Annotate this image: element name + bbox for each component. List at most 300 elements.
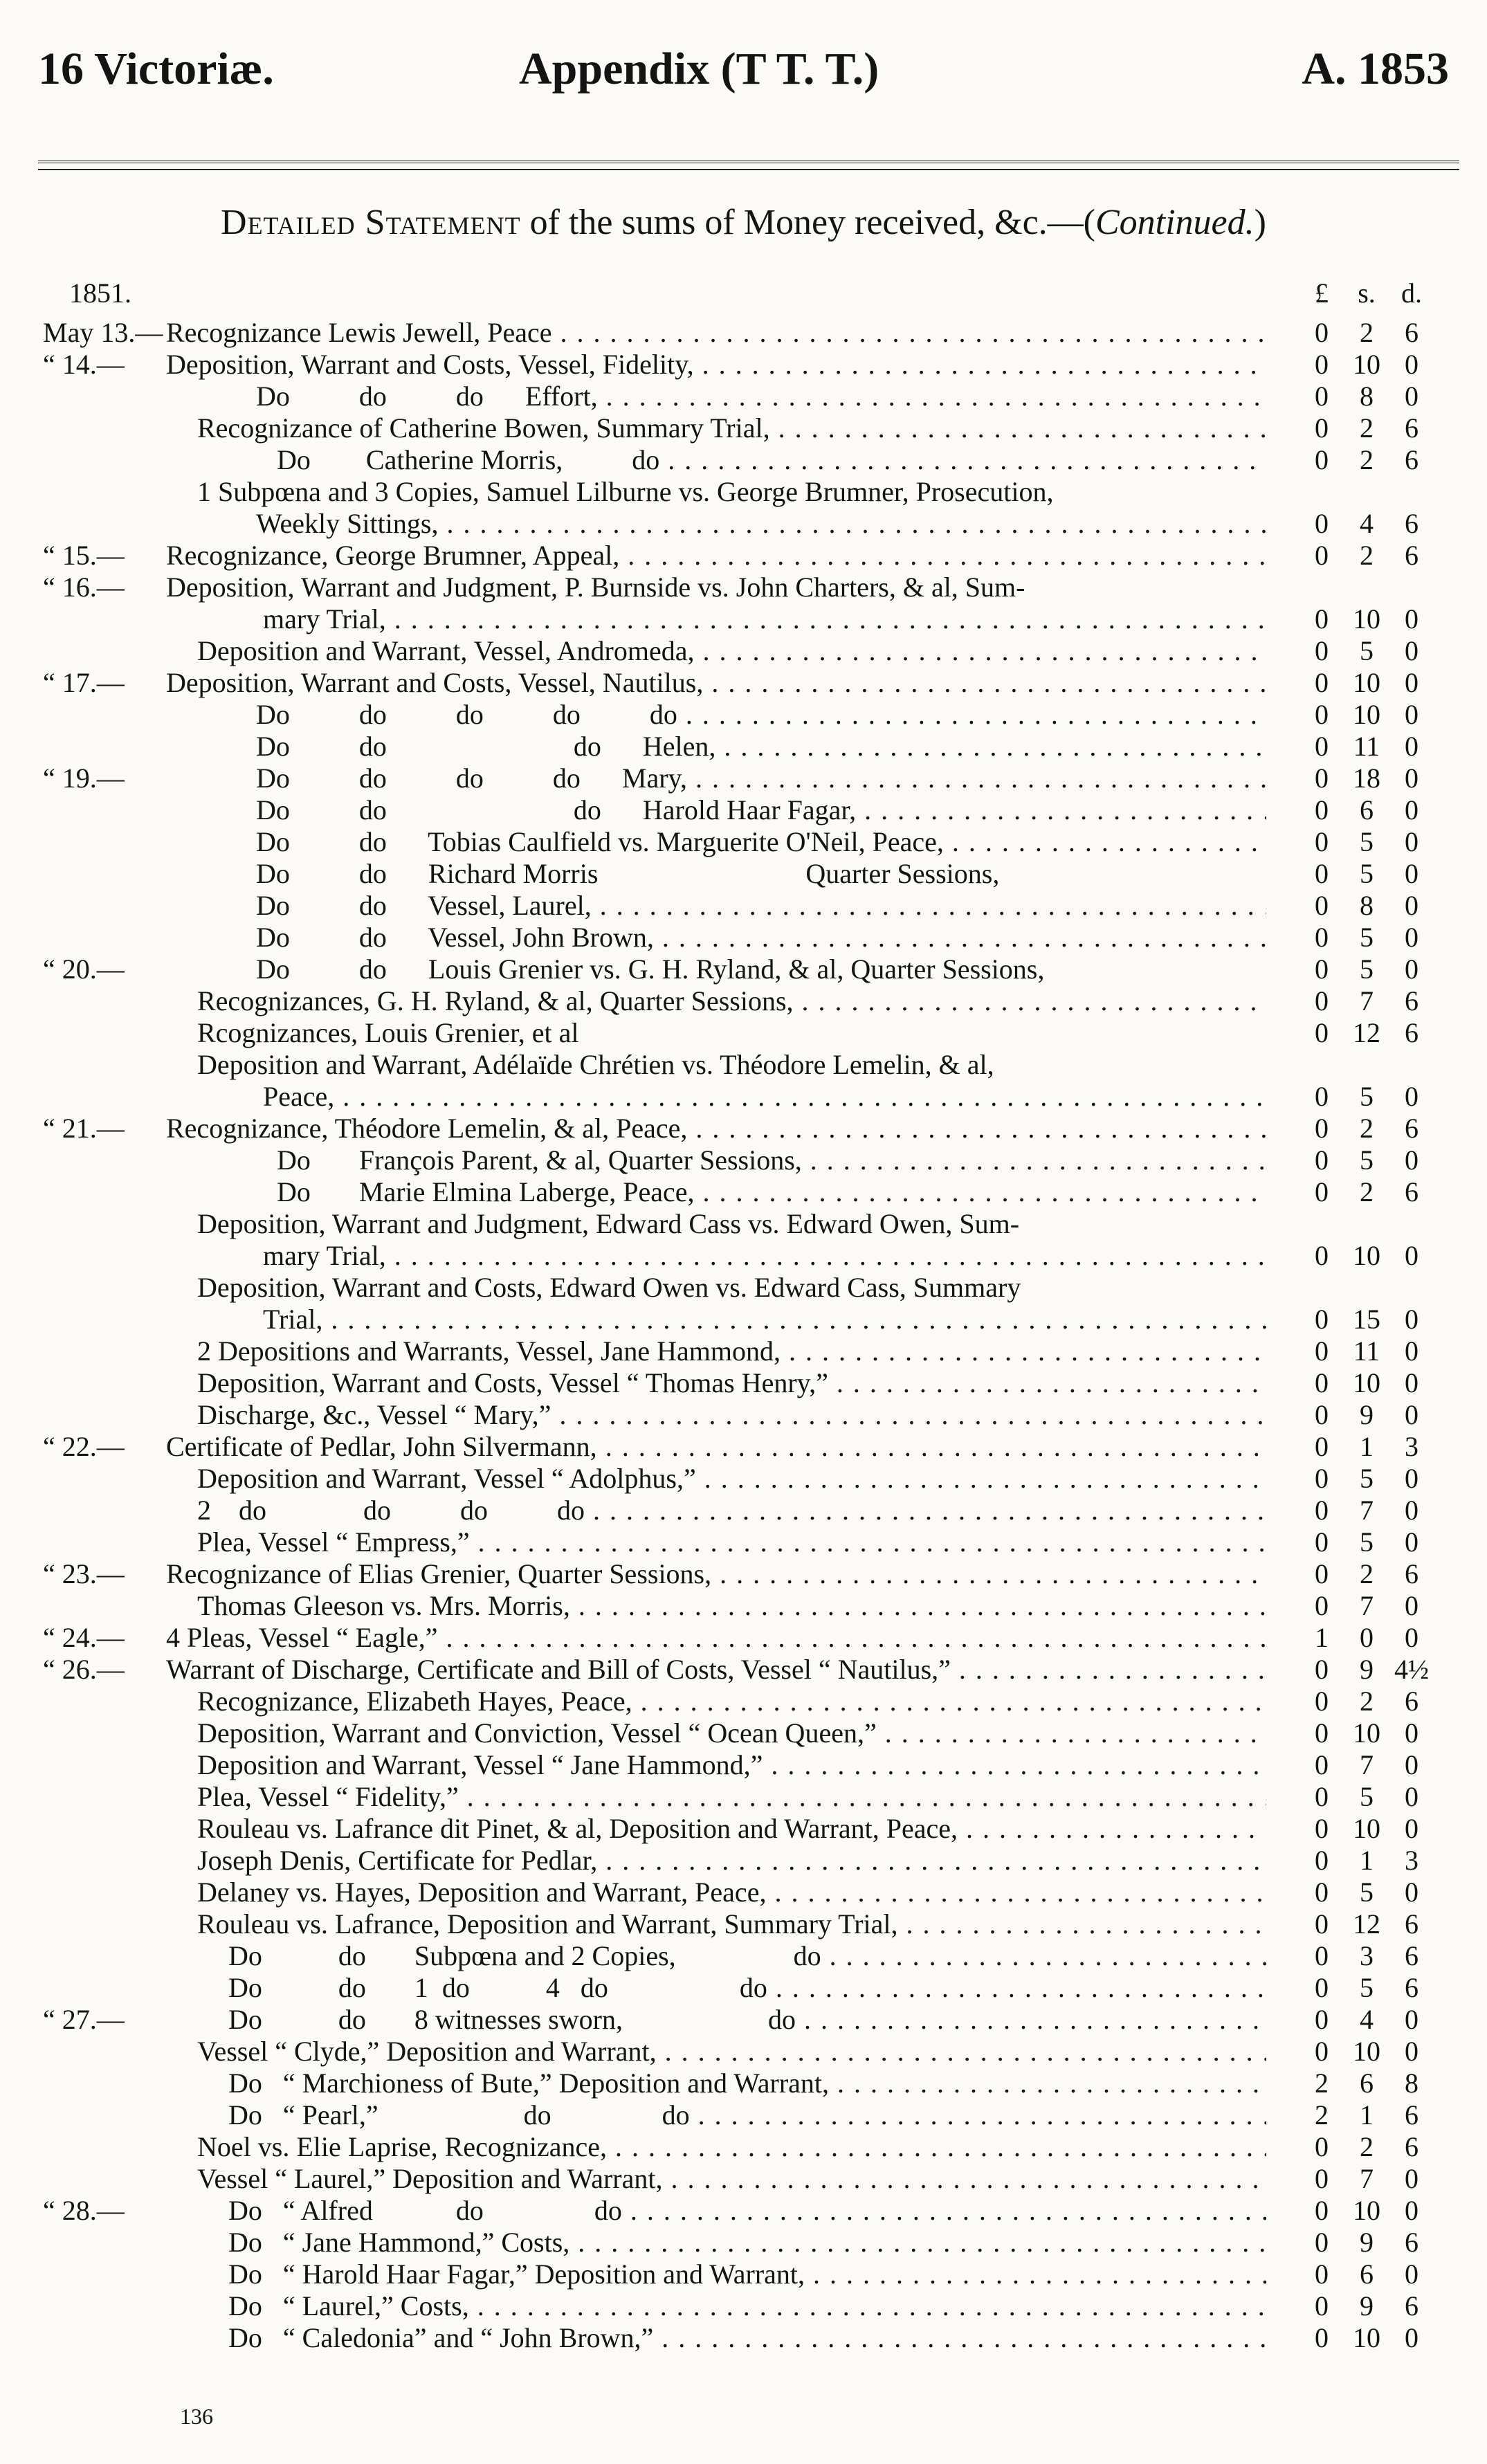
amount-pounds: 0 — [1315, 1558, 1329, 1589]
entry-amount — [1301, 922, 1439, 953]
amount-pounds: 0 — [1315, 1717, 1329, 1749]
amount-shillings: 6 — [1360, 2068, 1374, 2099]
year-label: 1851. — [69, 277, 131, 309]
amount-pence: 0 — [1405, 953, 1418, 985]
amount-pence: 8 — [1405, 2068, 1418, 2099]
entry-date: “ 17.— — [43, 667, 125, 698]
amount-shillings: 4 — [1360, 2004, 1374, 2035]
amount-pounds: 0 — [1315, 2131, 1329, 2162]
entry-amount — [1301, 953, 1439, 985]
amount-shillings: 0 — [1360, 1622, 1374, 1653]
amount-shillings: 2 — [1360, 540, 1374, 571]
amount-pence: 6 — [1405, 2227, 1418, 2258]
amount-shillings: 8 — [1360, 381, 1374, 412]
entry-description: 2 do do do do . . . — [197, 1495, 1266, 1526]
ledger-row — [0, 1176, 1487, 1208]
amount-pence: 0 — [1405, 1399, 1418, 1430]
entry-amount — [1301, 2163, 1439, 2195]
title-caps: Detailed Statement — [221, 203, 521, 242]
amount-pence: 0 — [1405, 381, 1418, 412]
amount-shillings: 2 — [1360, 1558, 1374, 1589]
entry-amount — [1301, 858, 1439, 890]
amount-pounds: 0 — [1315, 826, 1329, 857]
ledger-row — [0, 2036, 1487, 2068]
entry-amount — [1301, 349, 1439, 381]
amount-shillings: 8 — [1360, 890, 1374, 921]
amount-pounds: 0 — [1315, 635, 1329, 666]
amount-pounds: 0 — [1315, 2004, 1329, 2035]
entry-date: May 13.— — [43, 317, 163, 348]
entry-description: Vessel “ Clyde,” Deposition and Warrant, . . . — [197, 2036, 1266, 2068]
amount-shillings: 1 — [1360, 1431, 1374, 1462]
statement-title — [0, 202, 1487, 243]
entry-description: Do do do do Mary, . . . — [256, 763, 1266, 794]
entry-description: Do “ Marchioness of Bute,” Deposition and Warrant, . . . — [228, 2068, 1266, 2099]
amount-pounds: 0 — [1315, 2163, 1329, 2194]
amount-pence: 6 — [1405, 1113, 1418, 1144]
amount-shillings: 6 — [1360, 2258, 1374, 2290]
entry-description: Discharge, &c., Vessel “ Mary,” . . . — [197, 1399, 1266, 1431]
entry-description: Warrant of Discharge, Certificate and Bill of Costs, Vessel “ Nautilus,” . . . — [166, 1654, 1266, 1686]
entry-amount — [1301, 1113, 1439, 1144]
amount-shillings: 9 — [1360, 1654, 1374, 1685]
entry-amount — [1301, 635, 1439, 667]
entry-amount — [1301, 1717, 1439, 1749]
amount-shillings: 5 — [1360, 1081, 1374, 1112]
entry-description: Deposition, Warrant and Costs, Vessel “ Thomas Henry,” . . . — [197, 1367, 1266, 1399]
entry-amount — [1301, 1845, 1439, 1877]
amount-pounds: 0 — [1315, 763, 1329, 794]
amount-pounds: 0 — [1315, 922, 1329, 953]
amount-pounds: 0 — [1315, 1113, 1329, 1144]
entry-amount — [1301, 1940, 1439, 1972]
ledger-row — [0, 699, 1487, 731]
entry-description: Plea, Vessel “ Empress,” . . . — [197, 1526, 1266, 1558]
title-text: of the sums of Money received, &c.—( — [520, 203, 1095, 242]
entry-amount — [1301, 2004, 1439, 2036]
amount-pence: 6 — [1405, 2131, 1418, 2162]
entry-description: Do “ Alfred do do . . . — [228, 2195, 1266, 2227]
ledger-row — [0, 1144, 1487, 1176]
entry-description: Deposition and Warrant, Vessel, Andromeda, . . . — [197, 635, 1266, 667]
entry-description: Do do Tobias Caulfield vs. Marguerite O'Neil, Peace, . . . — [256, 826, 1266, 858]
entry-description: Deposition and Warrant, Adélaïde Chrétien vs. Théodore Lemelin, & al, — [197, 1049, 994, 1080]
amount-pence: 6 — [1405, 444, 1418, 475]
entry-amount — [1301, 1081, 1439, 1113]
entry-amount — [1301, 603, 1439, 635]
amount-pounds: 0 — [1315, 349, 1329, 380]
entry-description: Do do Vessel, John Brown, . . . — [256, 922, 1266, 953]
entry-description: Deposition, Warrant and Costs, Vessel, Nautilus, . . . — [166, 667, 1266, 699]
title-close: ) — [1254, 203, 1266, 242]
ledger-row — [0, 2099, 1487, 2131]
amount-pounds: 2 — [1315, 2099, 1329, 2130]
ledger-row — [0, 763, 1487, 794]
ledger-row — [0, 953, 1487, 985]
amount-shillings: 9 — [1360, 1399, 1374, 1430]
header-right: A. 1853 — [1302, 44, 1449, 94]
amount-pence: 0 — [1405, 763, 1418, 794]
amount-pence: 6 — [1405, 1176, 1418, 1207]
entry-amount — [1301, 1495, 1439, 1526]
header-center: Appendix (T T. T.) — [519, 44, 879, 94]
entry-amount — [1301, 1304, 1439, 1335]
amount-shillings: 5 — [1360, 1144, 1374, 1176]
amount-pounds: 0 — [1315, 540, 1329, 571]
entry-description: Delaney vs. Hayes, Deposition and Warrant, Peace, . . . — [197, 1877, 1266, 1908]
entry-description: Deposition, Warrant and Conviction, Vessel “ Ocean Queen,” . . . — [197, 1717, 1266, 1749]
entry-amount — [1301, 2099, 1439, 2131]
amount-shillings: 10 — [1353, 1813, 1380, 1844]
amount-pounds: 0 — [1315, 1304, 1329, 1335]
entry-description: Peace, . . . — [263, 1081, 1266, 1113]
entry-amount — [1301, 1622, 1439, 1654]
amount-shillings: 7 — [1360, 2163, 1374, 2194]
amount-pence: 0 — [1405, 890, 1418, 921]
entry-date: “ 21.— — [43, 1113, 125, 1144]
amount-pence: 0 — [1405, 1813, 1418, 1844]
amount-shillings: 7 — [1360, 1590, 1374, 1621]
amount-shillings: 2 — [1360, 412, 1374, 444]
amount-pounds: 0 — [1315, 1590, 1329, 1621]
amount-pence: 0 — [1405, 1781, 1418, 1812]
entry-amount — [1301, 667, 1439, 699]
amount-pence: 0 — [1405, 1877, 1418, 1908]
amount-shillings: 7 — [1360, 1749, 1374, 1780]
amount-pounds: 0 — [1315, 985, 1329, 1016]
amount-pence: 0 — [1405, 858, 1418, 889]
amount-pounds: 0 — [1315, 603, 1329, 635]
amount-shillings: 2 — [1360, 317, 1374, 348]
amount-shillings: 12 — [1353, 1908, 1380, 1940]
entry-amount — [1301, 794, 1439, 826]
amount-shillings: 7 — [1360, 985, 1374, 1016]
entry-description: Do do do Harold Haar Fagar, . . . — [256, 794, 1266, 826]
entry-description: Deposition and Warrant, Vessel “ Jane Hammond,” . . . — [197, 1749, 1266, 1781]
entry-description: Deposition, Warrant and Judgment, P. Burnside vs. John Charters, & al, Sum- — [166, 572, 1025, 603]
ledger-row — [0, 603, 1487, 635]
entry-date: “ 15.— — [43, 540, 125, 571]
amount-pounds: 0 — [1315, 1240, 1329, 1271]
entry-description: Do “ Harold Haar Fagar,” Deposition and Warrant, . . . — [228, 2258, 1266, 2290]
entry-amount — [1301, 2322, 1439, 2354]
ledger-row — [0, 1686, 1487, 1717]
entry-description: Do do Louis Grenier vs. G. H. Ryland, & al, Quarter Sessions, — [256, 953, 1045, 985]
amount-pounds: 0 — [1315, 1845, 1329, 1876]
entry-amount — [1301, 731, 1439, 763]
entry-description: Deposition, Warrant and Judgment, Edward Cass vs. Edward Owen, Sum- — [197, 1208, 1020, 1239]
amount-pounds: 0 — [1315, 2322, 1329, 2353]
entry-description: Thomas Gleeson vs. Mrs. Morris, . . . — [197, 1590, 1266, 1622]
amount-shillings: 2 — [1360, 1686, 1374, 1717]
entry-amount — [1301, 2227, 1439, 2258]
entry-amount — [1301, 1017, 1439, 1049]
entry-description: mary Trial, . . . — [263, 603, 1266, 635]
ledger-row — [0, 1940, 1487, 1972]
entry-amount — [1301, 826, 1439, 858]
amount-pence: 0 — [1405, 826, 1418, 857]
amount-pounds: 1 — [1315, 1622, 1329, 1653]
amount-shillings: 10 — [1353, 2036, 1380, 2067]
amount-shillings: 9 — [1360, 2290, 1374, 2321]
entry-amount — [1301, 1781, 1439, 1813]
amount-pounds: 0 — [1315, 2195, 1329, 2226]
ledger-row — [0, 1972, 1487, 2004]
amount-shillings: 5 — [1360, 1972, 1374, 2003]
entry-description: Do Catherine Morris, do . . . — [277, 444, 1266, 476]
amount-pence: 0 — [1405, 1526, 1418, 1558]
amount-shillings: 11 — [1353, 731, 1380, 762]
ledger-row — [0, 317, 1487, 349]
entry-amount — [1301, 476, 1439, 508]
entry-description: Recognizance, George Brumner, Appeal, . . . — [166, 540, 1266, 572]
amount-pounds: 0 — [1315, 508, 1329, 539]
ledger-row — [0, 1749, 1487, 1781]
amount-pounds: 0 — [1315, 1399, 1329, 1430]
amount-pence: 0 — [1405, 603, 1418, 635]
amount-pence: 0 — [1405, 349, 1418, 380]
entry-amount — [1301, 2131, 1439, 2163]
amount-pence: 0 — [1405, 1240, 1418, 1271]
entry-description: Do do Subpœna and 2 Copies, do . . . — [228, 1940, 1266, 1972]
amount-pounds: 0 — [1315, 953, 1329, 985]
amount-shillings: 5 — [1360, 953, 1374, 985]
ledger-row — [0, 2322, 1487, 2354]
amount-shillings: 10 — [1353, 2322, 1380, 2353]
page-number: 136 — [180, 2404, 213, 2429]
ledger-row — [0, 2131, 1487, 2163]
entry-description: Plea, Vessel “ Fidelity,” . . . — [197, 1781, 1266, 1813]
ledger-row — [0, 1240, 1487, 1272]
entry-description: 2 Depositions and Warrants, Vessel, Jane Hammond, . . . — [197, 1335, 1266, 1367]
entry-amount — [1301, 1749, 1439, 1781]
pence-header: d. — [1401, 277, 1422, 309]
amount-shillings: 10 — [1353, 1717, 1380, 1749]
amount-shillings: 5 — [1360, 858, 1374, 889]
entry-date: “ 14.— — [43, 349, 125, 380]
amount-pence: 6 — [1405, 1908, 1418, 1940]
ledger-row — [0, 985, 1487, 1017]
ledger-row — [0, 1335, 1487, 1367]
amount-pence: 6 — [1405, 1017, 1418, 1048]
amount-pounds: 0 — [1315, 1877, 1329, 1908]
entry-amount — [1301, 317, 1439, 349]
ledger-row — [0, 731, 1487, 763]
entry-description: Do “ Laurel,” Costs, . . . — [228, 2290, 1266, 2322]
amount-pence: 0 — [1405, 1304, 1418, 1335]
amount-shillings: 2 — [1360, 2131, 1374, 2162]
amount-pounds: 0 — [1315, 1017, 1329, 1048]
amount-pounds: 0 — [1315, 1526, 1329, 1558]
amount-shillings: 15 — [1353, 1304, 1380, 1335]
amount-shillings: 18 — [1353, 763, 1380, 794]
ledger-row — [0, 667, 1487, 699]
amount-pounds: 0 — [1315, 2227, 1329, 2258]
ledger-row — [0, 890, 1487, 922]
entry-amount — [1301, 1463, 1439, 1495]
title-italic: Continued. — [1095, 203, 1255, 242]
amount-pence: 0 — [1405, 2258, 1418, 2290]
ledger-row — [0, 2068, 1487, 2099]
ledger-row — [0, 572, 1487, 603]
ledger-row — [0, 1813, 1487, 1845]
amount-shillings: 5 — [1360, 1781, 1374, 1812]
ledger-row — [0, 412, 1487, 444]
amount-pounds: 0 — [1315, 1367, 1329, 1398]
page-header — [38, 43, 1449, 112]
entry-description: Rouleau vs. Lafrance dit Pinet, & al, Deposition and Warrant, Peace, . . . — [197, 1813, 1266, 1845]
amount-shillings: 3 — [1360, 1940, 1374, 1971]
entry-amount — [1301, 2036, 1439, 2068]
entry-amount — [1301, 1272, 1439, 1304]
entry-date: “ 20.— — [43, 953, 125, 985]
amount-pence: 0 — [1405, 2322, 1418, 2353]
ledger-row — [0, 635, 1487, 667]
ledger-row — [0, 1399, 1487, 1431]
ledger-row — [0, 1367, 1487, 1399]
amount-pence: 6 — [1405, 317, 1418, 348]
entry-amount — [1301, 890, 1439, 922]
header-left: 16 Victoriæ. — [38, 44, 274, 94]
amount-shillings: 2 — [1360, 1113, 1374, 1144]
entry-description: 1 Subpœna and 3 Copies, Samuel Lilburne vs. George Brumner, Prosecution, — [197, 476, 1054, 507]
amount-pence: 6 — [1405, 412, 1418, 444]
amount-shillings: 6 — [1360, 794, 1374, 825]
entry-amount — [1301, 572, 1439, 603]
entry-amount — [1301, 699, 1439, 731]
amount-pounds: 0 — [1315, 1940, 1329, 1971]
entry-amount — [1301, 1686, 1439, 1717]
amount-pence: 6 — [1405, 1558, 1418, 1589]
entry-description: Recognizance, Théodore Lemelin, & al, Peace, . . . — [166, 1113, 1266, 1144]
entry-description: Do do do do do . . . — [256, 699, 1266, 731]
ledger-row — [0, 540, 1487, 572]
amount-pence: 0 — [1405, 922, 1418, 953]
entry-description: Recognizances, G. H. Ryland, & al, Quarter Sessions, . . . — [197, 985, 1266, 1017]
amount-pounds: 0 — [1315, 1144, 1329, 1176]
header-rule — [38, 161, 1459, 170]
amount-pounds: 0 — [1315, 858, 1329, 889]
amount-shillings: 11 — [1353, 1335, 1380, 1367]
entry-amount — [1301, 1049, 1439, 1081]
ledger-row — [0, 1017, 1487, 1049]
ledger-row — [0, 2004, 1487, 2036]
amount-pence: 0 — [1405, 1749, 1418, 1780]
amount-pence: 0 — [1405, 1590, 1418, 1621]
amount-shillings: 5 — [1360, 1526, 1374, 1558]
amount-pounds: 0 — [1315, 412, 1329, 444]
ledger-row — [0, 1113, 1487, 1144]
amount-pence: 0 — [1405, 731, 1418, 762]
entry-date: “ 28.— — [43, 2195, 125, 2226]
entry-description: Recognizance of Catherine Bowen, Summary Trial, . . . — [197, 412, 1266, 444]
entry-description: Weekly Sittings, . . . — [256, 508, 1266, 540]
entry-date: “ 22.— — [43, 1431, 125, 1462]
entry-description: Do Marie Elmina Laberge, Peace, . . . — [277, 1176, 1266, 1208]
ledger-row — [0, 1463, 1487, 1495]
entry-amount — [1301, 1240, 1439, 1272]
amount-pence: 0 — [1405, 794, 1418, 825]
entry-amount — [1301, 1972, 1439, 2004]
amount-pounds: 0 — [1315, 381, 1329, 412]
entry-amount — [1301, 1399, 1439, 1431]
ledger-row — [0, 476, 1487, 508]
entry-amount — [1301, 1813, 1439, 1845]
entry-amount — [1301, 1654, 1439, 1686]
amount-shillings: 2 — [1360, 1176, 1374, 1207]
entry-amount — [1301, 1526, 1439, 1558]
ledger-row — [0, 794, 1487, 826]
ledger-row — [0, 2258, 1487, 2290]
entry-amount — [1301, 1431, 1439, 1463]
entry-description: Deposition, Warrant and Costs, Edward Owen vs. Edward Cass, Summary — [197, 1272, 1021, 1303]
amount-pence: 3 — [1405, 1431, 1418, 1462]
ledger-row — [0, 2227, 1487, 2258]
amount-pounds: 0 — [1315, 1495, 1329, 1526]
amount-pence: 4½ — [1394, 1654, 1429, 1685]
amount-shillings: 9 — [1360, 2227, 1374, 2258]
ledger-row — [0, 508, 1487, 540]
entry-amount — [1301, 540, 1439, 572]
entry-date: “ 16.— — [43, 572, 125, 603]
ledger-row — [0, 1526, 1487, 1558]
entry-description: mary Trial, . . . — [263, 1240, 1266, 1272]
amount-pounds: 0 — [1315, 2258, 1329, 2290]
amount-pence: 0 — [1405, 635, 1418, 666]
amount-pence: 6 — [1405, 508, 1418, 539]
ledger-row — [0, 1622, 1487, 1654]
entry-amount — [1301, 2195, 1439, 2227]
ledger-row — [0, 2290, 1487, 2322]
entry-amount — [1301, 2258, 1439, 2290]
ledger-row — [0, 1049, 1487, 1081]
entry-description: Vessel “ Laurel,” Deposition and Warrant, . . . — [197, 2163, 1266, 2195]
entry-description: Recognizance, Elizabeth Hayes, Peace, . . . — [197, 1686, 1266, 1717]
pounds-header: £ — [1315, 277, 1329, 309]
ledger-row — [0, 1431, 1487, 1463]
amount-shillings: 10 — [1353, 2195, 1380, 2226]
amount-pounds: 0 — [1315, 1431, 1329, 1462]
entry-description: Do do do Effort, . . . — [256, 381, 1266, 412]
amount-pence: 0 — [1405, 2163, 1418, 2194]
amount-pounds: 2 — [1315, 2068, 1329, 2099]
amount-shillings: 10 — [1353, 1240, 1380, 1271]
entry-description: Do do do Helen, . . . — [256, 731, 1266, 763]
amount-shillings: 5 — [1360, 826, 1374, 857]
amount-pence: 0 — [1405, 2195, 1418, 2226]
amount-pence: 0 — [1405, 1367, 1418, 1398]
entry-description: Rouleau vs. Lafrance, Deposition and Warrant, Summary Trial, . . . — [197, 1908, 1266, 1940]
entry-description: Noel vs. Elie Laprise, Recognizance, . . . — [197, 2131, 1266, 2163]
amount-shillings: 2 — [1360, 444, 1374, 475]
ledger-row — [0, 2163, 1487, 2195]
entry-description: Trial, . . . — [263, 1304, 1266, 1335]
entry-date: “ 23.— — [43, 1558, 125, 1589]
entry-description: Joseph Denis, Certificate for Pedlar, . . . — [197, 1845, 1266, 1877]
entry-amount — [1301, 1144, 1439, 1176]
amount-shillings: 10 — [1353, 667, 1380, 698]
amount-pence: 6 — [1405, 1972, 1418, 2003]
amount-pounds: 0 — [1315, 1686, 1329, 1717]
entry-amount — [1301, 1590, 1439, 1622]
amount-pounds: 0 — [1315, 1908, 1329, 1940]
amount-shillings: 10 — [1353, 603, 1380, 635]
amount-shillings: 10 — [1353, 699, 1380, 730]
ledger-row — [0, 1208, 1487, 1240]
entry-description: Do do Vessel, Laurel, . . . — [256, 890, 1266, 922]
amount-shillings: 10 — [1353, 1367, 1380, 1398]
ledger-row — [0, 1717, 1487, 1749]
